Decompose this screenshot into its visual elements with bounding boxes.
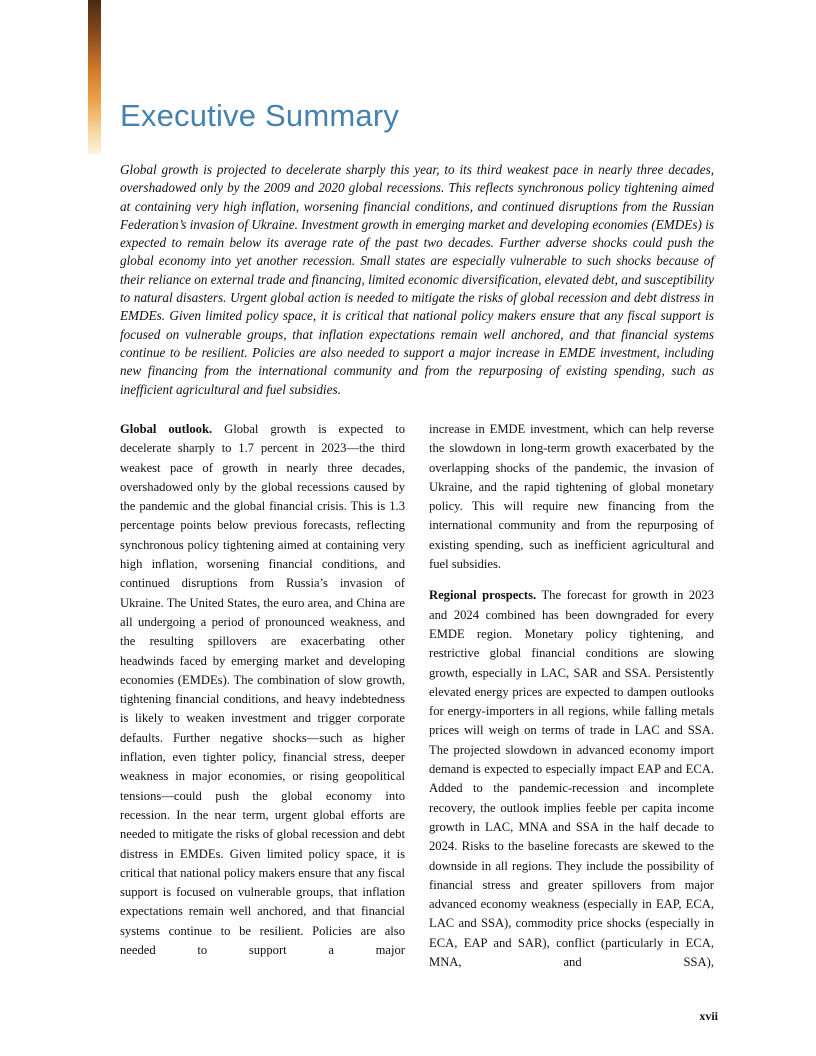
page-number: xvii [699,1009,718,1023]
regional-prospects-lead-in: Regional prospects. [429,588,537,603]
body-columns [120,420,714,972]
regional-prospects-paragraph [429,586,714,972]
right-column [429,420,714,972]
global-outlook-lead-in: Global outlook. [120,422,213,436]
page-title: Executive Summary [120,98,400,133]
global-outlook-paragraph [120,420,405,960]
decorative-gradient-bar [88,0,101,154]
regional-prospects-text: The forecast for growth in 2023 and 2024 combined has been downgraded for every EMDE region. Monetary policy tightening, and restrictive global financial conditions are slowing growth, especially in LAC, SAR and SSA. Persistently elevated energy prices are expected to dampen outlooks for energy-importers in all regions, while falling metals prices will weigh on terms of trade in LAC and SSA. The projected slowdown in advanced economy import demand is expected to especially impact EAP and ECA. Added to the pandemic-recession and incomplete recovery, the outlook implies feeble per capita income growth in LAC, MNA and SSA in the half decade to 2024. Risks to the baseline forecasts are skewed to the downside in all regions. They include the possibility of financial stress and greater spillovers from major advanced economy weakness (especially in EAP, ECA, LAC and SSA), commodity price shocks (especially in ECA, EAP and SAR), conflict (particularly in ECA, MNA, and SSA), [429,588,714,970]
abstract-paragraph: Global growth is projected to decelerate sharply this year, to its third weakest pace in nearly three decades, overshadowed only by the 2009 and 2020 global recessions. This reflects synchronous policy tightening aimed at containing very high inflation, worsening financial conditions, and continued disruptions from the Russian Federation’s invasion of Ukraine. Investment growth in emerging market and developing economies (EMDEs) is expected to remain below its average rate of the past two decades. Further adverse shocks could push the global economy into yet another recession. Small states are especially vulnerable to such shocks because of their reliance on external trade and financing, limited economic diversification, elevated debt, and susceptibility to natural disasters. Urgent global action is needed to mitigate the risks of global recession and debt distress in EMDEs. Given limited policy space, it is critical that national policy makers ensure that any fiscal support is focused on vulnerable groups, that inflation expectations remain well anchored, and that financial systems continue to be resilient. Policies are also needed to support a major increase in EMDE investment, including new financing from the international community and from the repurposing of existing spending, such as inefficient agricultural and fuel subsidies. [120,162,714,397]
global-outlook-text: Global growth is expected to decelerate sharply to 1.7 percent in 2023—the third weakest pace of growth in nearly three decades, overshadowed only by the global recessions caused by the pandemic and the global financial crisis. This is 1.3 percentage points below previous forecasts, reflecting synchronous policy tightening aimed at containing very high inflation, worsening financial conditions, and continued disruptions from Russia’s invasion of Ukraine. The United States, the euro area, and China are all undergoing a period of pronounced weakness, and the resulting spillovers are exacerbating other headwinds faced by emerging market and developing economies (EMDEs). The combination of slow growth, tightening financial conditions, and heavy indebtedness is likely to weaken investment and trigger corporate defaults. Further negative shocks—such as higher inflation, even tighter policy, financial stress, deeper weakness in major economies, or rising geopolitical tensions—could push the global economy into recession. In the near term, urgent global efforts are needed to mitigate the risks of global recession and debt distress in EMDEs. Given limited policy space, it is critical that national policy makers ensure that any fiscal support is focused on vulnerable groups, that inflation expectations remain well anchored, and that financial systems continue to be resilient. Policies are also needed to support a major [120,422,405,958]
left-column [120,420,405,972]
global-outlook-continuation-paragraph: increase in EMDE investment, which can help reverse the slowdown in long-term growth exacerbated by the overlapping shocks of the pandemic, the invasion of Ukraine, and the rapid tightening of global monetary policy. This will require new financing from the international community and from the repurposing of existing spending, such as inefficient agricultural and fuel subsidies. [429,422,714,572]
